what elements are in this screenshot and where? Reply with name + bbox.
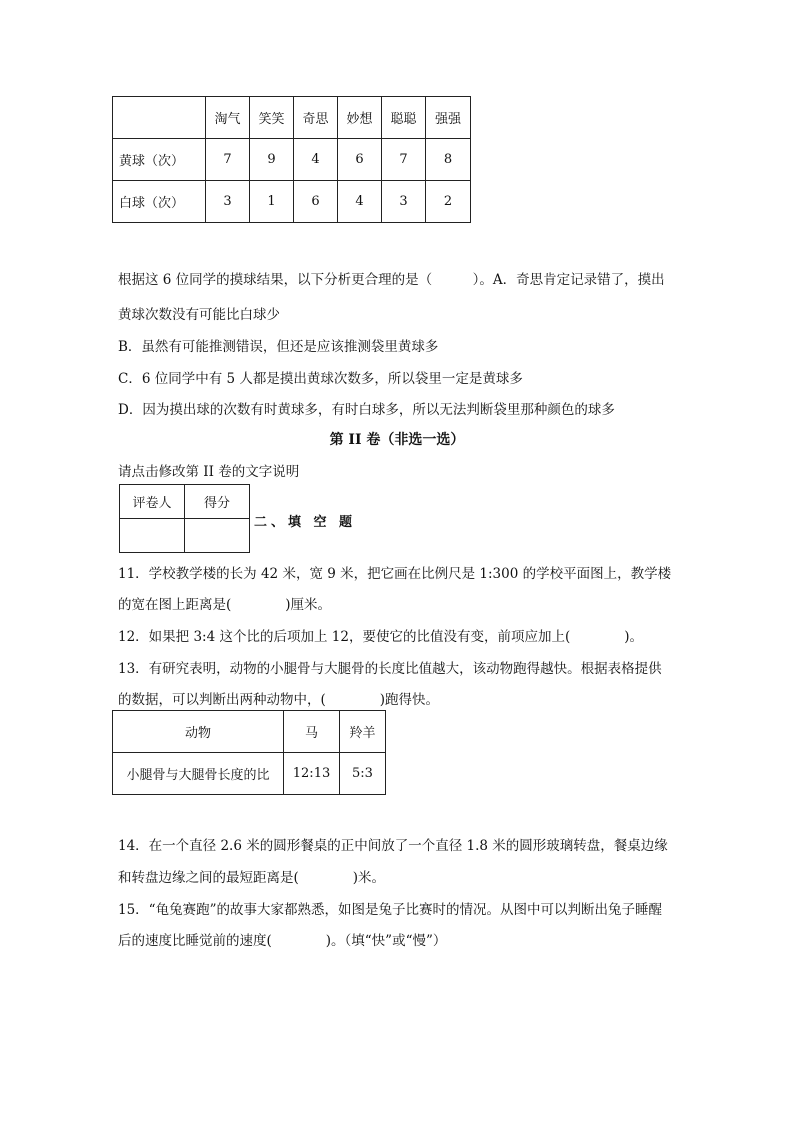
q12-line1: 12．如果把 3:4 这个比的后项加上 12，要使它的比值没有变，前项应加上( )。 [118, 629, 643, 645]
part2-note: 请点击修改第 II 卷的文字说明 [118, 464, 300, 480]
table-cell: 2 [426, 181, 471, 223]
score-header-grader: 评卷人 [120, 485, 185, 519]
table-header-cell: 淘气 [206, 97, 250, 139]
table-row [113, 753, 386, 795]
grader-blank [120, 519, 185, 553]
section-title: 二、填 空 题 [254, 515, 357, 530]
q13-line1: 13．有研究表明，动物的小腿骨与大腿骨的长度比值越大，该动物跑得越快。根据表格提供 [118, 661, 662, 677]
q11-line1: 11．学校教学楼的长为 42 米，宽 9 米，把它画在比例尺是 1:300 的学校平面图上，教学楼 [118, 566, 672, 582]
table-cell: 4 [338, 181, 382, 223]
table-cell: 6 [294, 181, 338, 223]
table-header-cell: 妙想 [338, 97, 382, 139]
table-cell: 7 [382, 139, 426, 181]
table-header-cell: 羚羊 [340, 711, 386, 753]
q10-option-c: C．6 位同学中有 5 人都是摸出黄球次数多，所以袋里一定是黄球多 [118, 371, 523, 387]
q10-option-b: B．虽然有可能推测错误，但还是应该推测袋里黄球多 [118, 339, 439, 355]
table-header-cell: 马 [284, 711, 340, 753]
part2-title: 第 II 卷（非选一选） [329, 432, 465, 448]
table-cell: 6 [338, 139, 382, 181]
q13-line2: 的数据，可以判断出两种动物中，( )跑得快。 [118, 692, 440, 708]
q11-line2: 的宽在图上距离是( )厘米。 [118, 597, 332, 613]
table-header-cell: 聪聪 [382, 97, 426, 139]
table-header-cell: 强强 [426, 97, 471, 139]
row-label: 黄球（次） [113, 139, 206, 181]
q10-option-d: D．因为摸出球的次数有时黄球多，有时白球多，所以无法判断袋里那种颜色的球多 [118, 402, 615, 418]
table-cell: 12:13 [284, 753, 340, 795]
table-header-row [113, 711, 386, 753]
score-header-score: 得分 [185, 485, 250, 519]
table-cell: 9 [250, 139, 294, 181]
table-row [113, 181, 471, 223]
score-box [119, 484, 250, 553]
table-cell: 3 [382, 181, 426, 223]
table-corner-cell [113, 97, 206, 139]
bone-ratio-table [112, 710, 386, 795]
q15-line2: 后的速度比睡觉前的速度( )。（填“快”或“慢”） [118, 933, 447, 949]
table-cell: 3 [206, 181, 250, 223]
q14-line1: 14．在一个直径 2.6 米的圆形餐桌的正中间放了一个直径 1.8 米的圆形玻璃转盘，餐桌边缘 [118, 838, 668, 854]
row-label: 小腿骨与大腿骨长度的比 [113, 753, 284, 795]
row-label: 白球（次） [113, 181, 206, 223]
table-header-row [113, 97, 471, 139]
q10-stem-line2: 黄球次数没有可能比白球少 [118, 307, 280, 323]
table-header-cell: 笑笑 [250, 97, 294, 139]
ball-count-table [112, 96, 471, 223]
table-row [113, 139, 471, 181]
table-header-cell: 奇思 [294, 97, 338, 139]
table-header-cell: 动物 [113, 711, 284, 753]
table-cell: 8 [426, 139, 471, 181]
q14-line2: 和转盘边缘之间的最短距离是( )米。 [118, 870, 386, 886]
table-cell: 4 [294, 139, 338, 181]
q15-line1: 15．“龟兔赛跑”的故事大家都熟悉，如图是兔子比赛时的情况。从图中可以判断出兔子睡醒 [118, 902, 662, 918]
q10-stem-line1: 根据这 6 位同学的摸球结果，以下分析更合理的是（ ）。A．奇思肯定记录错了，摸出 [118, 272, 665, 288]
table-cell: 5:3 [340, 753, 386, 795]
table-cell: 1 [250, 181, 294, 223]
table-cell: 7 [206, 139, 250, 181]
score-blank [185, 519, 250, 553]
